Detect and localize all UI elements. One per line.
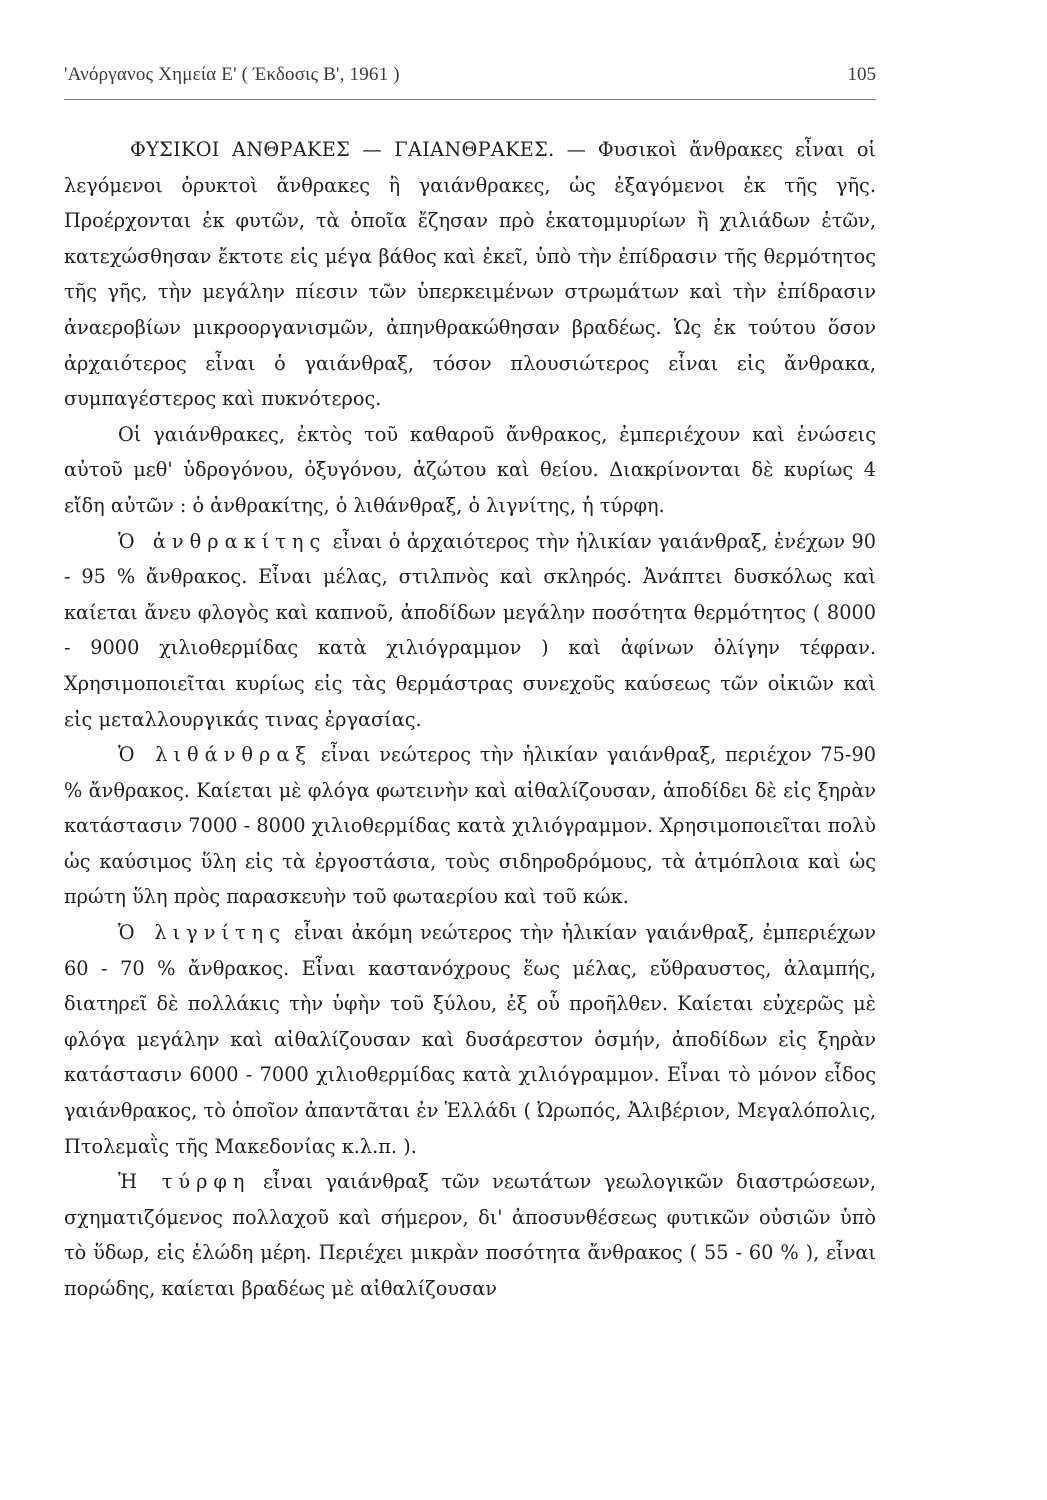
paragraph-text: — Φυσικοὶ ἄνθρακες εἶναι οἱ λεγόμενοι ὀρυκτοὶ ἄνθρακες ἢ γαιάνθρακες, ὡς ἐξαγόμενοι ἐκ τῆς γῆς. Προέρχονται ἐκ φυτῶν, τὰ ὁποῖα ἔζησαν πρὸ ἑκατομμυρίων ἢ χιλιάδων ἐτῶν, κατεχώσθησαν ἔκτοτε εἰς μέγα βάθος καὶ ἐκεῖ, ὑπὸ τὴν ἐπίδρασιν τῆς θερμότητος τῆς γῆς, τὴν μεγάλην πίεσιν τῶν ὑπερκειμένων στρωμάτων καὶ τὴν ἐπίδρασιν ἀναεροβίων μικροοργανισμῶν, ἀπηνθρακώθησαν βραδέως. Ὡς ἐκ τούτου ὅσον ἀρχαιότερος εἶναι ὁ γαιάνθραξ, τόσον πλουσιώτερος εἶναι εἰς ἄνθρακα, συμπαγέστερος καὶ πυκνότερος.: [64, 138, 876, 411]
paragraph-text: εἶναι γαιάνθραξ τῶν νεωτάτων γεωλογικῶν διαστρώσεων, σχηματιζόμενος πολλαχοῦ καὶ σήμερον, δι' ἀποσυνθέσεως φυτικῶν οὐσιῶν ὑπὸ τὸ ὕδωρ, εἰς ἑλώδη μέρη. Περιέχει μικρὰν ποσότητα ἄνθρακος ( 55 - 60 % ), εἶναι πορώδης, καίεται βραδέως μὲ αἰθαλίζουσαν: [64, 1170, 876, 1300]
body-text: [64, 132, 876, 1307]
paragraph-bituminous: [64, 737, 876, 915]
header-rule: [64, 99, 876, 100]
page-number: 105: [847, 64, 876, 85]
paragraph-natural-coals: [64, 132, 876, 417]
term-anthracite: Ὁ ἀνθρακίτης: [118, 529, 327, 553]
paragraph-text: εἶναι ἀκόμη νεώτερος τὴν ἡλικίαν γαιάνθραξ, ἐμπεριέχων 60 - 70 % ἄνθρακος. Εἶναι καστανόχρους ἕως μέλας, εὔθραυστος, ἀλαμπής, διατηρεῖ δὲ πολλάκις τὴν ὑφὴν τοῦ ξύλου, ἐξ οὗ προῆλθεν. Καίεται εὐχερῶς μὲ φλόγα μεγάλην καὶ αἰθαλίζουσαν καὶ δυσάρεστον ὀσμήν, ἀποδίδων εἰς ξηρὰν κατάστασιν 6000 - 7000 χιλιοθερμίδας κατὰ χιλιόγραμμον. Εἶναι τὸ μόνον εἶδος γαιάνθρακος, τὸ ὁποῖον ἀπαντᾶται ἐν Ἑλλάδι ( Ὠρωπός, Ἀλιβέριον, Μεγαλόπολις, Πτολεμαῒς τῆς Μακεδονίας κ.λ.π. ).: [64, 921, 876, 1158]
term-peat: Ἡ τύρφη: [118, 1170, 251, 1194]
section-title: ΦΥΣΙΚΟΙ ΑΝΘΡΑΚΕΣ — ΓΑΙΑΝΘΡΑΚΕΣ.: [130, 138, 555, 161]
paragraph-peat: [64, 1164, 876, 1306]
paragraph-text: εἶναι νεώτερος τὴν ἡλικίαν γαιάνθραξ, περιέχον 75-90 % ἄνθρακος. Καίεται μὲ φλόγα φωτεινὴν καὶ αἰθαλίζουσαν, ἀποδίδει δὲ εἰς ξηρὰν κατάστασιν 7000 - 8000 χιλιοθερμίδας κατὰ χιλιόγραμμον. Χρησιμοποιεῖται πολὺ ὡς καύσιμος ὕλη εἰς τὰ ἐργοστάσια, τοὺς σιδηροδρόμους, τὰ ἀτμόπλοια καὶ ὡς πρώτη ὕλη πρὸς παρασκευὴν τοῦ φωταερίου καὶ τοῦ κώκ.: [64, 743, 876, 909]
paragraph-text: εἶναι ὁ ἀρχαιότερος τὴν ἡλικίαν γαιάνθραξ, ἐνέχων 90 - 95 % ἄνθρακος. Εἶναι μέλας, στιλπνὸς καὶ σκληρός. Ἀνάπτει δυσκόλως καὶ καίεται ἄνευ φλογὸς καὶ καπνοῦ, ἀποδίδων μεγάλην ποσότητα θερμότητος ( 8000 - 9000 χιλιοθερμίδας κατὰ χιλιόγραμμον ) καὶ ἀφίνων ὀλίγην τέφραν. Χρησιμοποιεῖται κυρίως εἰς τὰς θερμάστρας συνεχοῦς καύσεως τῶν οἰκιῶν καὶ εἰς μεταλλουργικάς τινας ἐργασίας.: [64, 529, 876, 731]
paragraph-text: Οἱ γαιάνθρακες, ἐκτὸς τοῦ καθαροῦ ἄνθρακος, ἐμπεριέχουν καὶ ἑνώσεις αὐτοῦ μεθ' ὑδρογόνου, ὀξυγόνου, ἀζώτου καὶ θείου. Διακρίνονται δὲ κυρίως 4 εἴδη αὐτῶν : ὁ ἀνθρακίτης, ὁ λιθάνθραξ, ὁ λιγνίτης, ἡ τύρφη.: [64, 422, 876, 517]
term-bituminous: Ὁ λιθάνθραξ: [118, 743, 312, 767]
paragraph-lignite: [64, 915, 876, 1164]
paragraph-anthracite: [64, 524, 876, 738]
paragraph-coal-types: [64, 417, 876, 524]
running-title: 'Ανόργανος Χημεία Ε' ( Έκδοσις Β', 1961 ): [64, 64, 400, 85]
running-header: [64, 64, 876, 96]
term-lignite: Ὁ λιγνίτης: [118, 921, 287, 945]
